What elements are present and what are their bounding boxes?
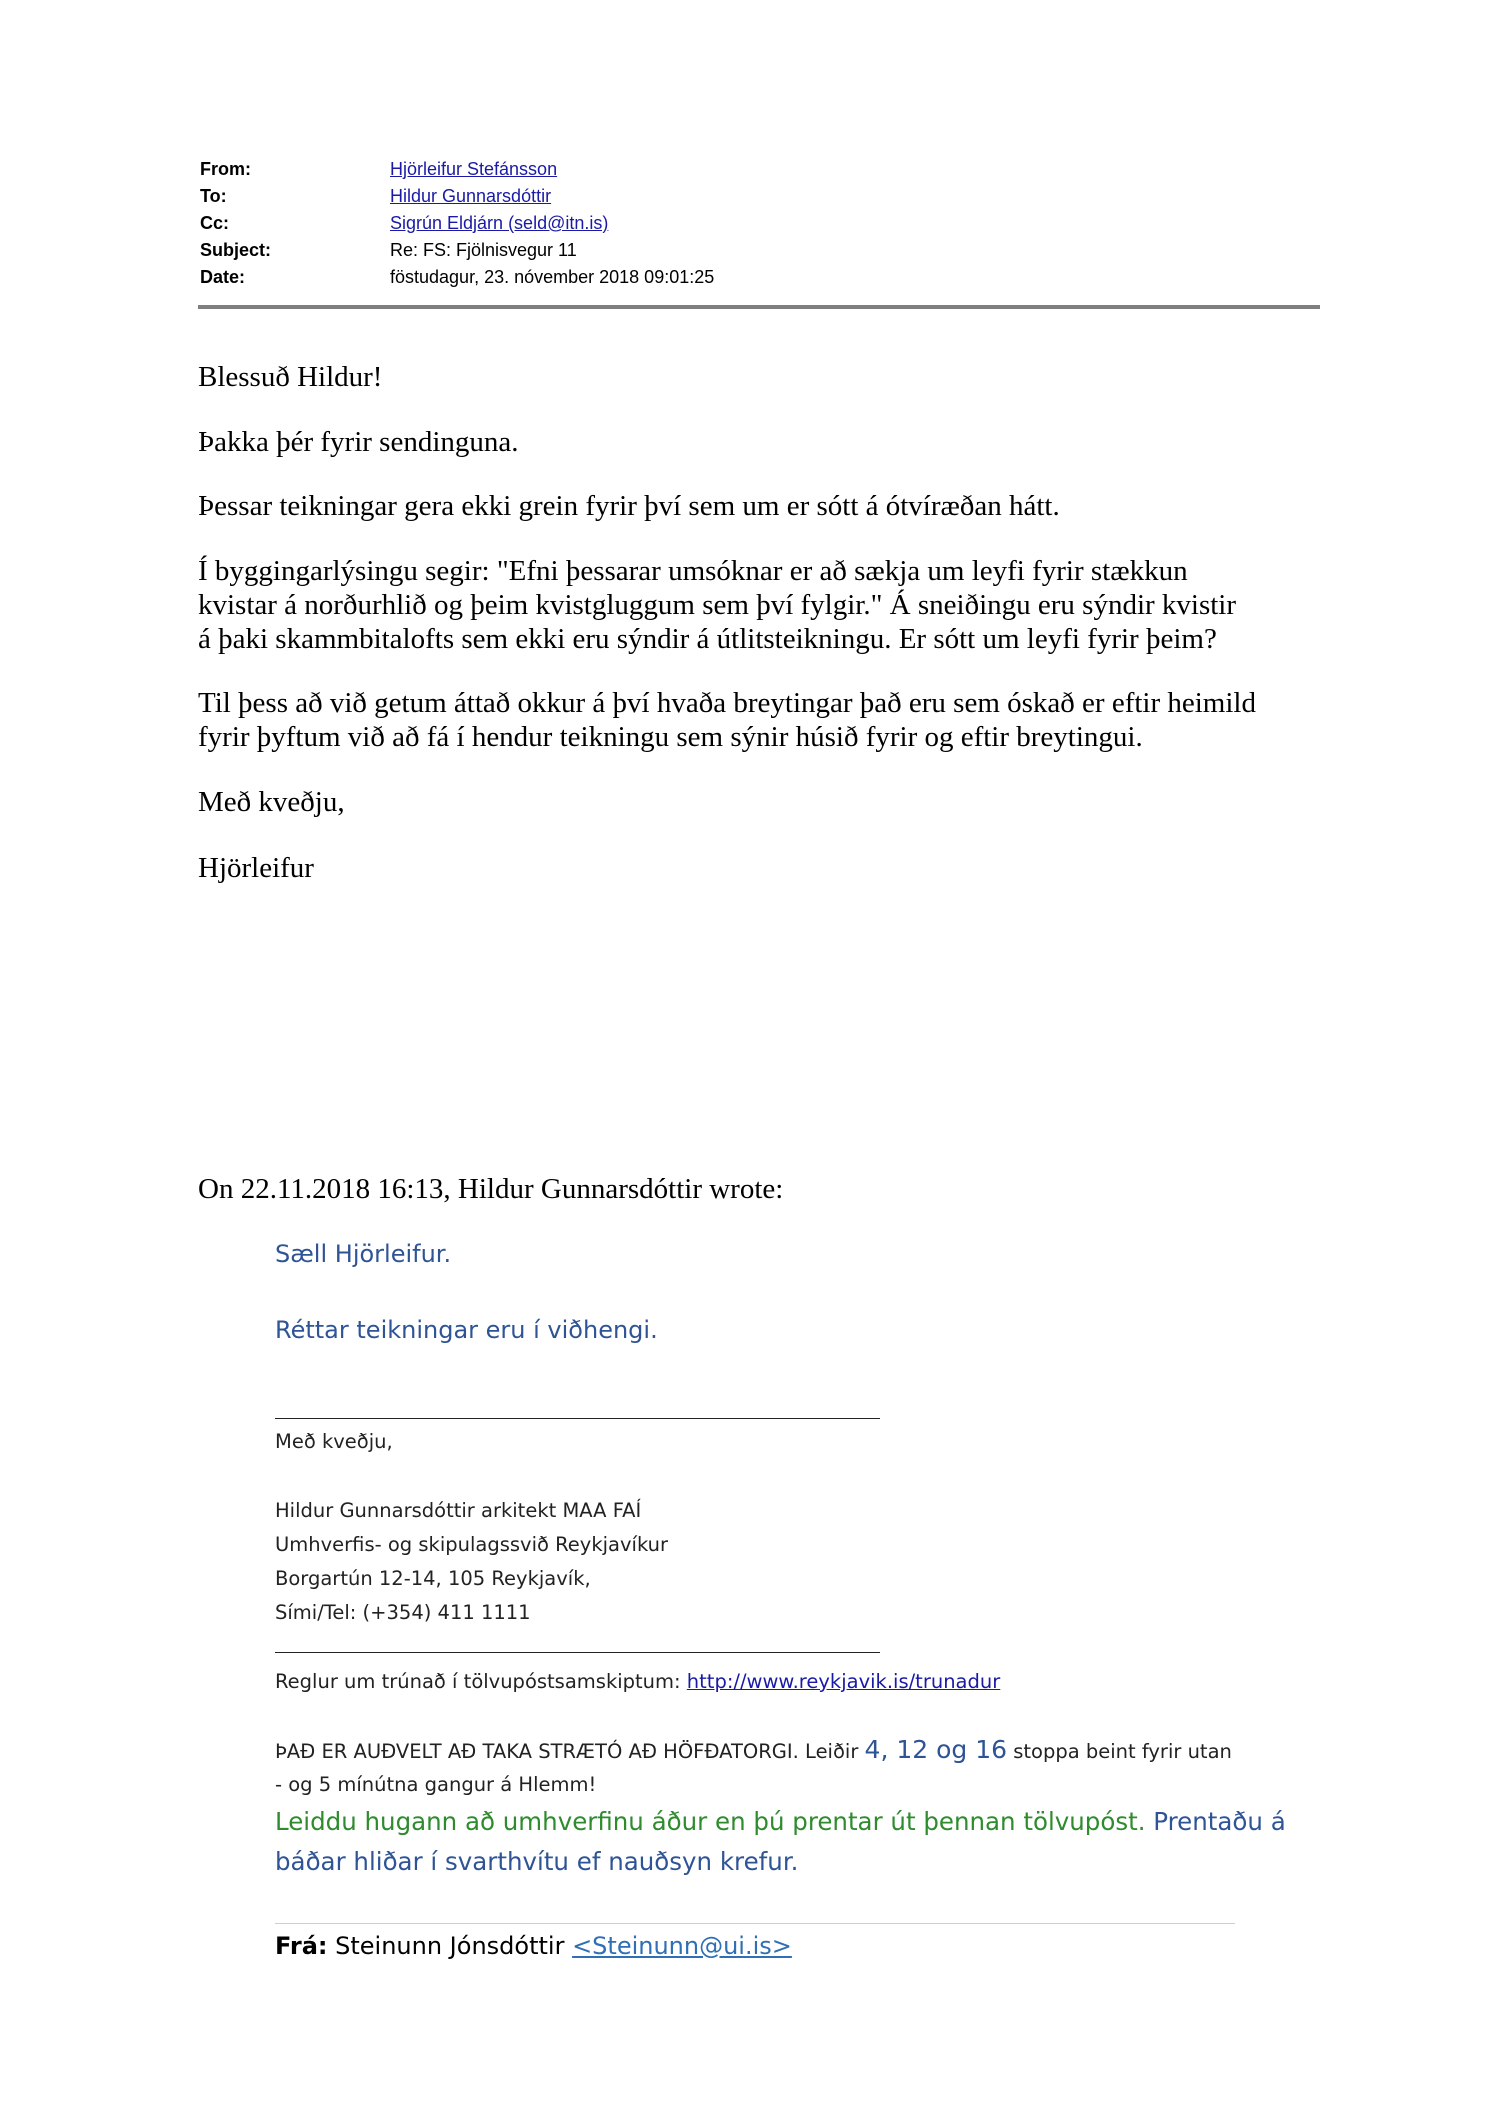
body-greeting (198, 360, 1328, 394)
paragraph-1-text: Þakka þér fyrir sendinguna. (198, 426, 519, 458)
closing-text: Með kveðju, (198, 786, 345, 818)
body-paragraph-4 (198, 686, 1328, 754)
date-row (200, 264, 1320, 291)
sig-name: Hildur Gunnarsdóttir arkitekt MAA FAÍ (275, 1499, 642, 1522)
fra-name: Steinunn Jónsdóttir (327, 1932, 573, 1960)
subject-label: Subject: (200, 240, 272, 260)
body-signature (198, 851, 1328, 885)
paragraph-3-line-1: Í byggingarlýsingu segir: "Efni þessarar umsóknar er að sækja um leyfi fyrir stækkun (198, 555, 1188, 587)
sig-address: Borgartún 12-14, 105 Reykjavík, (275, 1567, 591, 1590)
from-link[interactable]: Hjörleifur Stefánsson (390, 159, 558, 179)
bus-pre-text: ÞAÐ ER AUÐVELT AÐ TAKA STRÆTÓ AÐ HÖFÐATORGI. Leiðir (275, 1740, 865, 1763)
signature-divider-top (275, 1418, 880, 1419)
cc-row (200, 210, 1320, 237)
quote-line-1: Réttar teikningar eru í viðhengi. (275, 1316, 658, 1344)
subject-row (200, 237, 1320, 264)
to-label: To: (200, 186, 227, 206)
quote-intro-text: On 22.11.2018 16:13, Hildur Gunnarsdóttir wrote: (198, 1173, 784, 1205)
bus-notice-line-2: - og 5 mínútna gangur á Hlemm! (275, 1773, 597, 1796)
env-blue-text-2: báðar hliðar í svarthvítu ef nauðsyn krefur. (275, 1847, 799, 1876)
sig-department: Umhverfis- og skipulagssvið Reykjavíkur (275, 1533, 669, 1556)
fra-email-link[interactable]: <Steinunn@ui.is> (572, 1932, 792, 1960)
body-paragraph-1 (198, 425, 1328, 459)
subject-value: Re: FS: Fjölnisvegur 11 (390, 240, 577, 260)
email-header (200, 156, 1320, 291)
forward-from-line (275, 1932, 792, 1960)
paragraph-2-text: Þessar teikningar gera ekki grein fyrir því sem um er sótt á ótvíræðan hátt. (198, 490, 1060, 522)
forward-divider (275, 1923, 1235, 1924)
body-paragraph-2 (198, 489, 1328, 523)
sig-phone: Sími/Tel: (+354) 411 1111 (275, 1601, 531, 1624)
signature-text: Hjörleifur (198, 852, 314, 884)
from-label: From: (200, 159, 251, 179)
bus-notice-line-1 (275, 1733, 1232, 1769)
privacy-line (275, 1665, 1000, 1699)
to-link[interactable]: Hildur Gunnarsdóttir (390, 186, 552, 206)
privacy-link[interactable]: http://www.reykjavik.is/trunadur (686, 1670, 1001, 1693)
to-row (200, 183, 1320, 210)
signature-divider-bottom (275, 1652, 880, 1653)
body-paragraph-3 (198, 554, 1328, 656)
cc-label: Cc: (200, 213, 230, 233)
quote-intro (198, 1172, 1328, 1206)
paragraph-4-line-1: Til þess að við getum áttað okkur á því hvaða breytingar það eru sem óskað er eftir heimild (198, 687, 1256, 719)
fra-label: Frá: (275, 1932, 328, 1960)
quote-closing: Með kveðju, (275, 1430, 393, 1453)
date-value: föstudagur, 23. nóvember 2018 09:01:25 (390, 267, 715, 287)
env-green-text: Leiddu hugann að umhverfinu áður en þú prentar út þennan tölvupóst. (275, 1807, 1146, 1836)
greeting-text: Blessuð Hildur! (198, 361, 383, 393)
from-row (200, 156, 1320, 183)
body-closing (198, 785, 1328, 819)
paragraph-4-line-2: fyrir þyftum við að fá í hendur teikningu sem sýnir húsið fyrir og eftir breytingui. (198, 721, 1143, 753)
header-divider (198, 305, 1320, 309)
env-blue-text-1: Prentaðu á (1145, 1807, 1286, 1836)
quote-greeting: Sæll Hjörleifur. (275, 1240, 452, 1268)
date-label: Date: (200, 267, 246, 287)
paragraph-3-line-2: kvistar á norðurhlið og þeim kvistgluggum sem því fylgir." Á sneiðingu eru sýndir kvistir (198, 589, 1237, 621)
bus-routes: 4, 12 og 16 (864, 1735, 1008, 1764)
paragraph-3-line-3: á þaki skammbitalofts sem ekki eru sýndir á útlitsteikningu. Er sótt um leyfi fyrir þeim? (198, 623, 1217, 655)
cc-link[interactable]: Sigrún Eldjárn (seld@itn.is) (390, 213, 609, 233)
bus-post-text: stoppa beint fyrir utan (1007, 1740, 1232, 1763)
environment-notice (275, 1803, 1286, 1883)
privacy-label: Reglur um trúnað í tölvupóstsamskiptum: (275, 1670, 687, 1693)
